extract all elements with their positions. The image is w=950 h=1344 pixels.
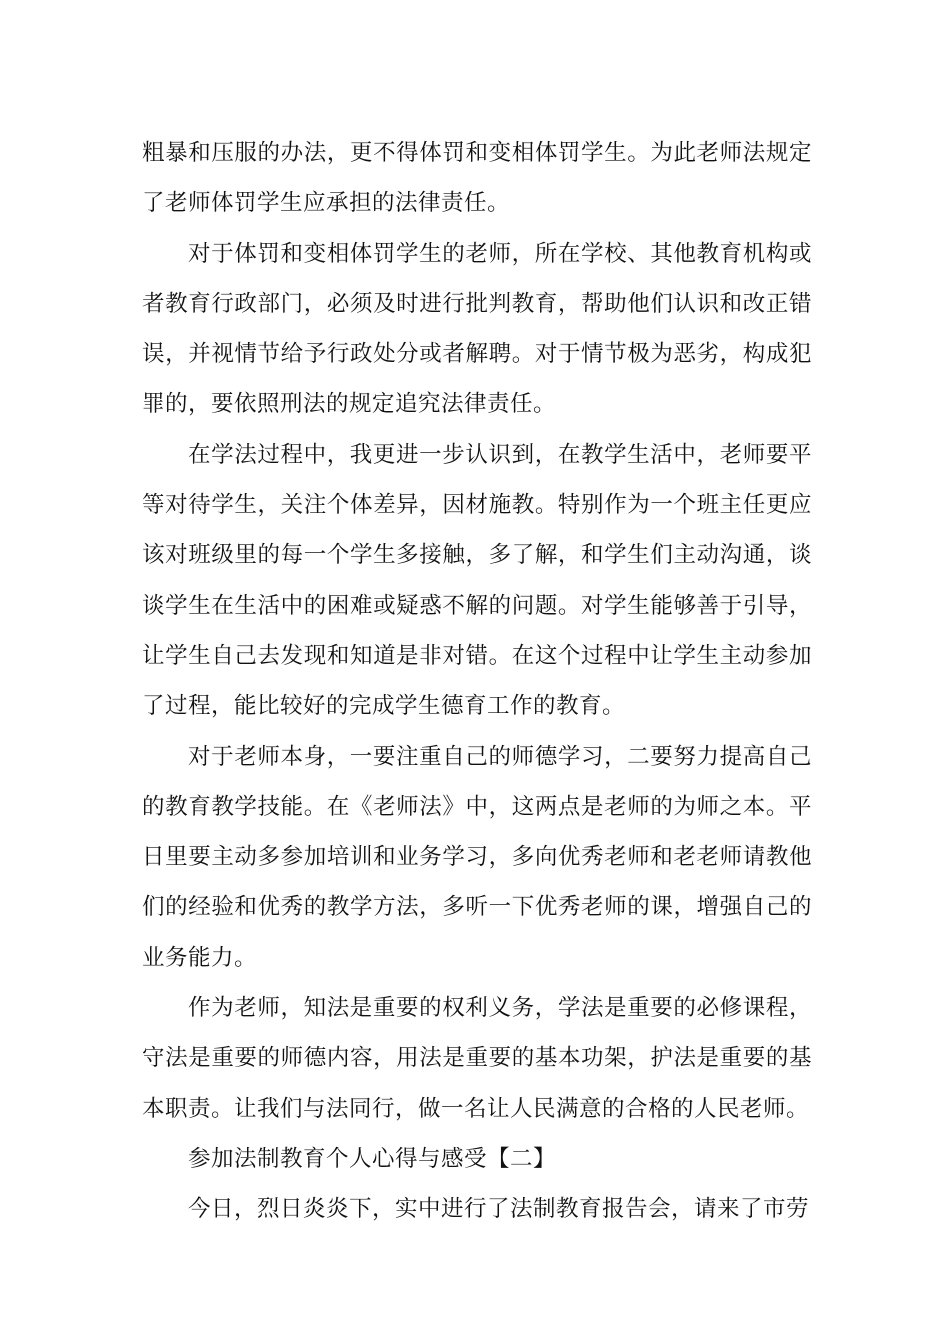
paragraph-conclusion: 作为老师，知法是重要的权利义务，学法是重要的必修课程，守法是重要的师德内容，用法是重要的基本功架，护法是重要的基本职责。让我们与法同行，做一名让人民满意的合格的人民老师。 [142,995,812,1122]
paragraph-corporal-punishment: 对于体罚和变相体罚学生的老师，所在学校、其他教育机构或者教育行政部门，必须及时进行批判教育，帮助他们认识和改正错误，并视情节给予行政处分或者解聘。对于情节极为恶劣，构成犯罪的，要依照刑法的规定追究法律责任。 [142,240,812,418]
paragraph-teacher-self: 对于老师本身，一要注重自己的师德学习，二要努力提高自己的教育教学技能。在《老师法》中，这两点是老师的为师之本。平日里要主动多参加培训和业务学习，多向优秀老师和老老师请教他们的经验和优秀的教学方法，多听一下优秀老师的课，增强自己的业务能力。 [142,743,812,971]
paragraph-continuation: 粗暴和压服的办法，更不得体罚和变相体罚学生。为此老师法规定了老师体罚学生应承担的法律责任。 [142,140,812,217]
paragraph-learning-law: 在学法过程中，我更进一步认识到，在教学生活中，老师要平等对待学生，关注个体差异，因材施教。特别作为一个班主任更应该对班级里的每一个学生多接触，多了解，和学生们主动沟通，谈谈学生在生活中的困难或疑惑不解的问题。对学生能够善于引导，让学生自己去发现和知道是非对错。在这个过程中让学生主动参加了过程，能比较好的完成学生德育工作的教育。 [142,441,812,720]
section-heading: 参加法制教育个人心得与感受【二】 [188,1145,557,1172]
paragraph-report-intro: 今日，烈日炎炎下，实中进行了法制教育报告会，请来了市劳 [188,1196,810,1223]
document-body [142,128,812,1235]
